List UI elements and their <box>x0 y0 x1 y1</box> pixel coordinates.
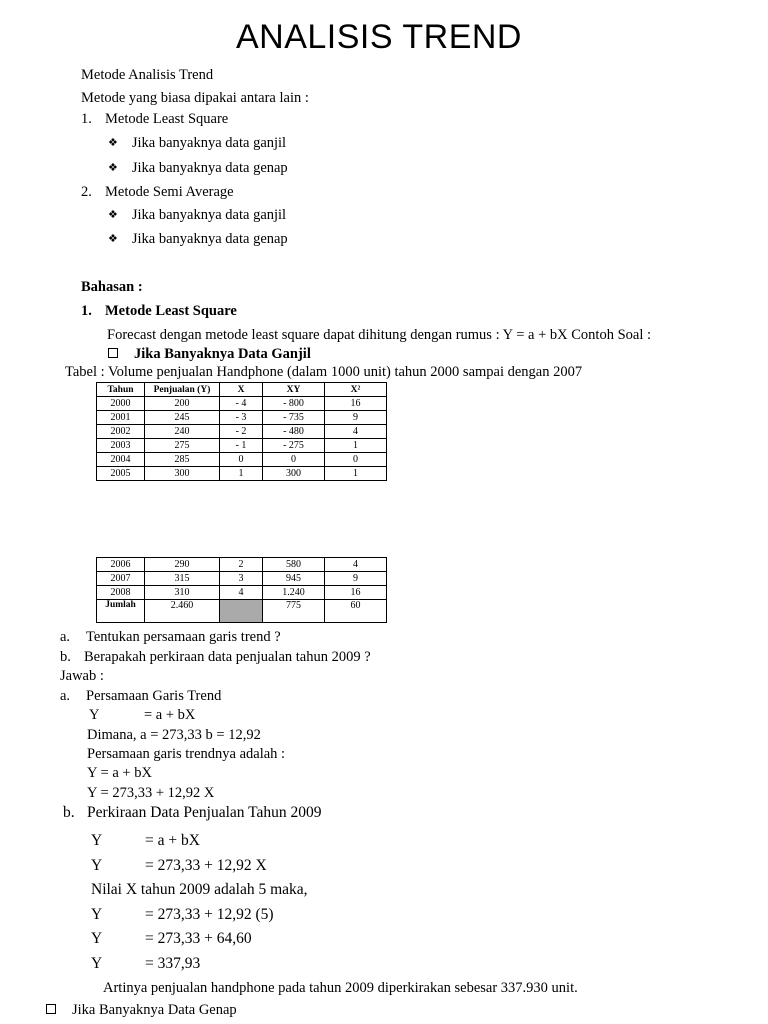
answer-b-line: Nilai X tahun 2009 adalah 5 maka, <box>91 881 308 898</box>
answer-number: b. <box>63 804 75 821</box>
table-row <box>97 453 387 467</box>
question-number: b. <box>60 649 71 665</box>
table-cell: 775 <box>263 600 325 623</box>
bahasan-heading: Bahasan : <box>81 279 143 295</box>
table-cell: 2008 <box>97 586 145 600</box>
table-cell: 275 <box>145 439 220 453</box>
table-cell: 2007 <box>97 572 145 586</box>
section-number: 1. <box>81 303 92 319</box>
table-cell: - 2 <box>220 425 263 439</box>
equation-rhs: = 337,93 <box>145 955 201 972</box>
table-cell: - 1 <box>220 439 263 453</box>
equation-lhs: Y <box>91 930 103 947</box>
equation-rhs: = 273,33 + 64,60 <box>145 930 252 947</box>
table-row <box>97 425 387 439</box>
table-cell: - 480 <box>263 425 325 439</box>
answer-a-line: Y = 273,33 + 12,92 X <box>87 785 215 801</box>
equation-lhs: Y <box>91 832 103 849</box>
list-item-number: 1. <box>81 111 92 127</box>
table-cell: 2 <box>220 558 263 572</box>
intro-line-1: Metode Analisis Trend <box>81 67 214 83</box>
table-cell: 1 <box>220 467 263 481</box>
table-cell: 300 <box>263 467 325 481</box>
table-row <box>97 467 387 481</box>
page-title: ANALISIS TREND <box>235 18 522 56</box>
table-cell: 1 <box>325 467 387 481</box>
table-header-row <box>97 383 387 397</box>
question-b: Berapakah perkiraan data penjualan tahun 2009 ? <box>84 649 371 665</box>
table-cell: 240 <box>145 425 220 439</box>
table-row <box>97 586 387 600</box>
equation-lhs: Y <box>91 906 103 923</box>
table-cell: 60 <box>325 600 387 623</box>
table-cell: 16 <box>325 397 387 411</box>
table-row <box>97 572 387 586</box>
answer-b-heading: Perkiraan Data Penjualan Tahun 2009 <box>87 804 322 821</box>
checkbox-bullet-icon <box>108 348 118 358</box>
table-cell: 0 <box>220 453 263 467</box>
table-cell: 315 <box>145 572 220 586</box>
table-cell: 310 <box>145 586 220 600</box>
table-cell: 285 <box>145 453 220 467</box>
genap-heading: Jika Banyaknya Data Genap <box>46 1002 237 1019</box>
diamond-bullet-icon <box>108 160 132 176</box>
table-cell: 200 <box>145 397 220 411</box>
list-subitem: ❖ Jika banyaknya data ganjil <box>108 207 286 224</box>
table-cell: 2002 <box>97 425 145 439</box>
table-cell: 2006 <box>97 558 145 572</box>
table-cell: 1.240 <box>263 586 325 600</box>
answer-number: a. <box>60 688 71 704</box>
list-item-semi-average: Metode Semi Average <box>105 184 234 200</box>
table-cell: 9 <box>325 572 387 586</box>
equation-rhs: = 273,33 + 12,92 (5) <box>145 906 274 923</box>
table-total-label: Jumlah <box>97 600 145 623</box>
table-cell: - 735 <box>263 411 325 425</box>
table-cell: 580 <box>263 558 325 572</box>
diamond-bullet-icon <box>108 135 132 151</box>
answer-a-line: Dimana, a = 273,33 b = 12,92 <box>87 727 261 743</box>
table-cell: 4 <box>325 425 387 439</box>
equation-lhs: Y <box>91 955 103 972</box>
table-cell: - 800 <box>263 397 325 411</box>
table-cell: 2001 <box>97 411 145 425</box>
sales-table-bottom <box>96 557 387 623</box>
table-cell: - 3 <box>220 411 263 425</box>
table-cell: 4 <box>220 586 263 600</box>
table-caption: Tabel : Volume penjualan Handphone (dalam 1000 unit) tahun 2000 sampai dengan 2007 <box>65 364 583 380</box>
table-total-row <box>97 600 387 623</box>
table-cell: - 4 <box>220 397 263 411</box>
list-item-number: 2. <box>81 184 92 200</box>
table-cell: 245 <box>145 411 220 425</box>
table-cell: 2.460 <box>145 600 220 623</box>
jawab-label: Jawab : <box>60 668 104 684</box>
table-cell: 2003 <box>97 439 145 453</box>
forecast-text: Forecast dengan metode least square dapat dihitung dengan rumus : Y = a + bX Contoh Soal : <box>107 327 652 343</box>
table-cell: 0 <box>325 453 387 467</box>
conclusion-text: Artinya penjualan handphone pada tahun 2009 diperkirakan sebesar 337.930 unit. <box>103 980 578 996</box>
equation-rhs: = a + bX <box>144 707 196 723</box>
table-header-cell: Penjualan (Y) <box>145 383 220 397</box>
table-cell: 0 <box>263 453 325 467</box>
table-row <box>97 558 387 572</box>
intro-line-2: Metode yang biasa dipakai antara lain : <box>81 90 309 106</box>
section-heading-least-square: Metode Least Square <box>105 303 237 319</box>
list-item-least-square: Metode Least Square <box>105 111 229 127</box>
table-header-cell: X² <box>325 383 387 397</box>
diamond-bullet-icon <box>108 231 132 247</box>
table-cell: 290 <box>145 558 220 572</box>
equation-lhs: Y <box>91 857 103 874</box>
sales-table-top <box>96 382 387 481</box>
table-cell: 1 <box>325 439 387 453</box>
table-cell: 2005 <box>97 467 145 481</box>
question-number: a. <box>60 629 71 645</box>
table-row <box>97 439 387 453</box>
table-row <box>97 411 387 425</box>
table-cell: 4 <box>325 558 387 572</box>
table-cell: 2004 <box>97 453 145 467</box>
table-cell: - 275 <box>263 439 325 453</box>
table-cell <box>220 600 263 623</box>
table-header-cell: XY <box>263 383 325 397</box>
equation-lhs: Y <box>89 707 100 723</box>
table-header-cell: X <box>220 383 263 397</box>
question-a: Tentukan persamaan garis trend ? <box>86 629 281 645</box>
table-cell: 16 <box>325 586 387 600</box>
diamond-bullet-icon <box>108 207 132 223</box>
table-cell: 300 <box>145 467 220 481</box>
table-cell: 945 <box>263 572 325 586</box>
table-cell: 9 <box>325 411 387 425</box>
table-header-cell: Tahun <box>97 383 145 397</box>
checkbox-bullet-icon <box>46 1004 56 1014</box>
table-cell: 2000 <box>97 397 145 411</box>
answer-a-line: Persamaan garis trendnya adalah : <box>87 746 286 762</box>
equation-rhs: = 273,33 + 12,92 X <box>145 857 267 874</box>
list-subitem: ❖ Jika banyaknya data genap <box>108 231 288 248</box>
table-cell: 3 <box>220 572 263 586</box>
list-subitem: ❖ Jika banyaknya data ganjil <box>108 135 286 152</box>
answer-a-heading: Persamaan Garis Trend <box>86 688 222 704</box>
ganjil-heading: Jika Banyaknya Data Ganjil <box>108 346 311 363</box>
answer-a-line: Y = a + bX <box>87 765 152 781</box>
table-row <box>97 397 387 411</box>
equation-rhs: = a + bX <box>145 832 200 849</box>
list-subitem: ❖ Jika banyaknya data genap <box>108 160 288 177</box>
